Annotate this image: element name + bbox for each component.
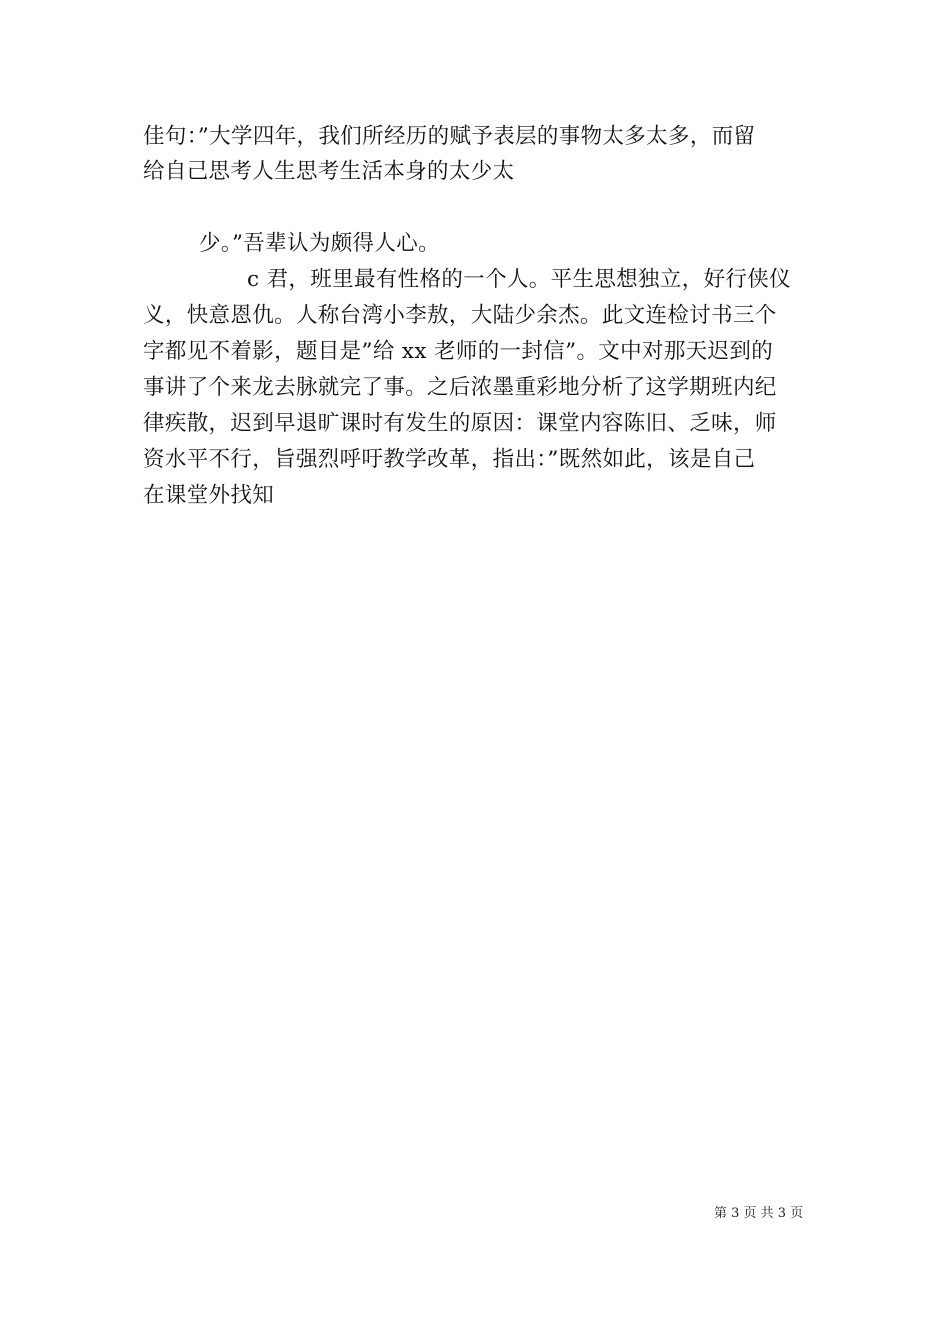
page-number: 第 3 页 共 3 页 [714,1206,804,1221]
text-line: 事讲了个来龙去脉就完了事。之后浓墨重彩地分析了这学期班内纪 [143,375,777,400]
text-line: 律疾散，迟到早退旷课时有发生的原因：课堂内容陈旧、乏味，师 [143,411,777,436]
text-line: 在课堂外找知 [143,483,275,508]
text-line: 佳句：”大学四年，我们所经历的赋予表层的事物太多太多，而留 [143,124,756,149]
text-line: c 君，班里最有性格的一个人。平生思想独立，好行侠仪 [247,267,791,292]
text-line: 义，快意恩仇。人称台湾小李敖，大陆少余杰。此文连检讨书三个 [143,303,777,328]
text-line: 资水平不行，旨强烈呼吁教学改革，指出：”既然如此，该是自己 [143,447,756,472]
text-line: 给自己思考人生思考生活本身的太少太 [143,159,515,184]
text-line: 字都见不着影，题目是”给 xx 老师的一封信”。文中对那天迟到的 [143,339,774,364]
text-line: 少。”吾辈认为颇得人心。 [199,231,440,256]
